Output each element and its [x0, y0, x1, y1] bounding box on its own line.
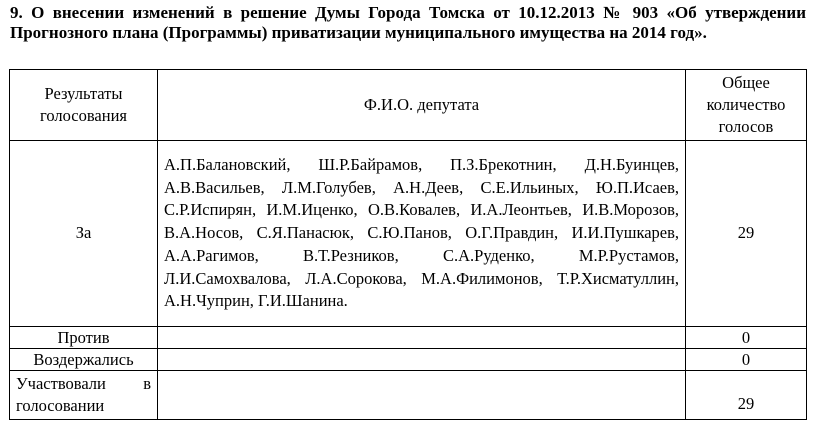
deputy-name: Ю.П.Исаев, [595, 177, 680, 197]
header-total: Общее количество голосов [686, 70, 807, 141]
vote-count-participated: 29 [686, 371, 807, 420]
resolution-heading: 9. О внесении изменений в решение Думы Города Томска от 10.12.2013 № 903 «Об утверждении Прогнозного плана (Программы) приватизации муниципального имущества на 2014 год». [10, 3, 806, 42]
deputy-name: М.А.Филимонов, [421, 268, 543, 288]
row-label-participated: Участвовали в голосовании [10, 371, 158, 420]
deputy-name: Т.Р.Хисматуллин, [557, 268, 680, 288]
voting-results-table [9, 69, 807, 420]
deputy-name: И.А.Леонтьев, [470, 200, 572, 220]
deputy-name: О.В.Ковалев, [367, 200, 461, 220]
table-row [10, 371, 807, 420]
header-deputy: Ф.И.О. депутата [158, 70, 686, 141]
vote-count-abstained: 0 [686, 349, 807, 371]
deputy-name: Л.И.Самохвалова, [164, 268, 291, 288]
deputy-name: С.Е.Ильиных, [480, 177, 579, 197]
deputy-name: Л.М.Голубев, [281, 177, 376, 197]
row-label-against: Против [10, 327, 158, 349]
deputy-name: С.Я.Панасюк, [256, 223, 355, 243]
deputy-name: Л.А.Сорокова, [305, 268, 407, 288]
deputy-name: О.Г.Правдин, [465, 223, 559, 243]
vote-count-for: 29 [686, 141, 807, 327]
deputy-names-abstained [158, 349, 686, 371]
deputy-name: Д.Н.Буинцев, [584, 155, 680, 175]
deputy-name: М.Р.Рустамов, [578, 245, 680, 265]
deputy-names-for [158, 141, 686, 327]
deputy-name: И.И.Пушкарев, [571, 223, 680, 243]
deputy-name: В.Т.Резников, [303, 245, 399, 265]
deputy-name: А.П.Балановский, [164, 155, 291, 175]
table-row [10, 327, 807, 349]
deputy-names-participated [158, 371, 686, 420]
table-header-row [10, 70, 807, 141]
deputy-name: Г.И.Шанина. [258, 291, 348, 311]
deputy-name: А.Н.Деев, [393, 177, 464, 197]
deputy-name: И.В.Морозов, [582, 200, 680, 220]
deputy-name: С.Ю.Панов, [367, 223, 452, 243]
deputy-name: А.Н.Чуприн, [164, 291, 254, 311]
deputy-name: П.З.Брекотнин, [450, 155, 557, 175]
deputy-name: С.Р.Испирян, [164, 200, 257, 220]
deputy-name: В.А.Носов, [164, 223, 244, 243]
deputy-name: А.А.Рагимов, [164, 245, 259, 265]
deputy-names-against [158, 327, 686, 349]
table-row [10, 141, 807, 327]
deputy-name: И.М.Иценко, [266, 200, 358, 220]
deputy-name: Ш.Р.Байрамов, [318, 155, 423, 175]
row-label-for: За [10, 141, 158, 327]
deputy-name: А.В.Васильев, [164, 177, 265, 197]
vote-count-against: 0 [686, 327, 807, 349]
row-label-abstained: Воздержались [10, 349, 158, 371]
table-row [10, 349, 807, 371]
header-result: Результаты голосования [10, 70, 158, 141]
deputy-name: С.А.Руденко, [442, 245, 535, 265]
